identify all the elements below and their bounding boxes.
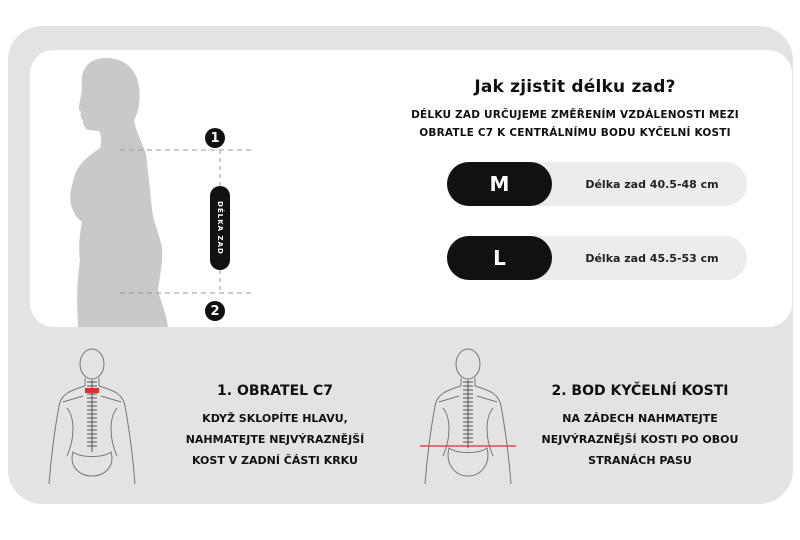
size-row-l <box>447 236 747 280</box>
page-subtitle <box>395 106 755 142</box>
point-1-badge: 1 <box>205 128 225 148</box>
page-title: Jak zjistit délku zad? <box>474 77 676 97</box>
spine-hip-icon <box>418 348 518 486</box>
subtitle-line-2: OBRATLE C7 K CENTRÁLNÍMU BODU KYČELNÍ KOSTI <box>419 127 731 139</box>
step-2-line: STRANÁCH PASU <box>588 454 692 467</box>
subtitle-line-1: DÉLKU ZAD URČUJEME ZMĚŘENÍM VZDÁLENOSTI MEZI <box>411 109 739 121</box>
c7-marker <box>85 388 99 393</box>
step-1-title: 1. OBRATEL C7 <box>217 383 333 399</box>
point-2-badge: 2 <box>205 301 225 321</box>
step-1-text <box>160 408 390 471</box>
size-badge-m: M <box>447 162 552 206</box>
step-2-title: 2. BOD KYČELNÍ KOSTI <box>551 383 729 399</box>
size-row-m <box>447 162 747 206</box>
size-length-m: Délka zad 40.5-48 cm <box>585 177 719 191</box>
measurement-guides <box>30 50 290 327</box>
spine-c7-icon <box>45 348 140 486</box>
step-2-line: NEJVÝRAZNĚJŠÍ KOSTI PO OBOU <box>541 433 739 446</box>
back-length-text: DÉLKA ZAD <box>216 201 225 255</box>
step-1-line: KDYŽ SKLOPÍTE HLAVU, <box>202 412 348 425</box>
step-1-line: NAHMATEJTE NEJVÝRAZNĚJŠÍ <box>185 433 365 446</box>
step-2-text <box>520 408 760 471</box>
step-1-line: KOST V ZADNÍ ČÁSTI KRKU <box>192 454 358 467</box>
back-length-label <box>210 186 230 270</box>
size-badge-l: L <box>447 236 552 280</box>
step-2-line: NA ZÁDECH NAHMATEJTE <box>562 412 718 425</box>
size-length-l: Délka zad 45.5-53 cm <box>585 251 719 265</box>
